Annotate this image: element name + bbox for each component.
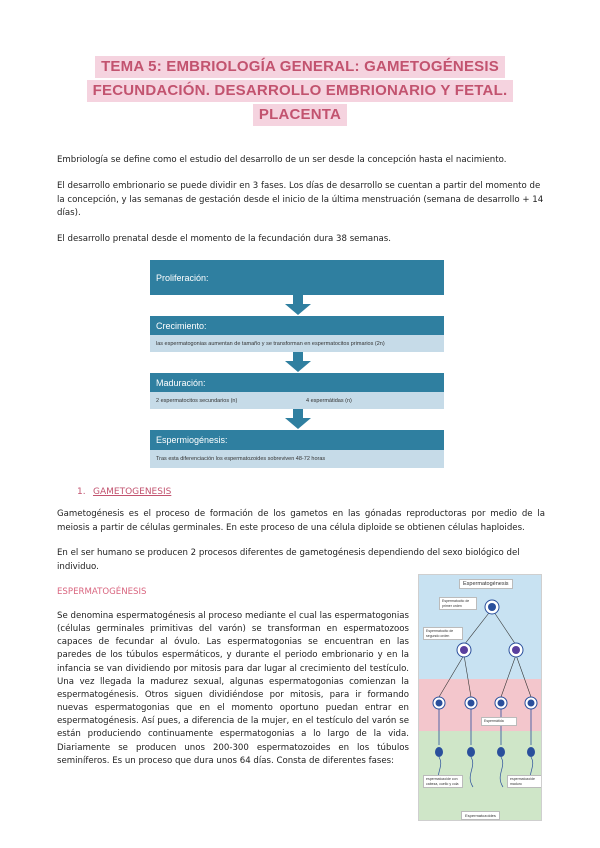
figure-label-right-bottom: espermatozoide maduro — [507, 775, 542, 788]
phase-maturation — [150, 373, 444, 392]
figure-bottom-label: Espermatozoides — [461, 811, 500, 820]
section-heading-gametogenesis — [77, 487, 171, 497]
gametogenesis-paragraph-1: Gametogénesis es el proceso de formación de los gametos en las gónadas reproductoras por medio de la meiosis a partir de células germinales. En este proceso de una célula diploide se obtienen células haploides. — [57, 509, 545, 533]
phase-proliferation-label: Proliferación: — [156, 272, 209, 283]
spermatogenesis-phases-diagram — [150, 260, 444, 468]
figure-label-spermatid: Espermátida — [481, 717, 517, 726]
intro-paragraph-3: El desarrollo prenatal desde el momento de la fecundación dura 38 semanas. — [57, 234, 392, 244]
figure-title: Espermatogénesis — [459, 579, 513, 589]
down-arrow-icon — [285, 409, 311, 429]
figure-label-secondary: Espermatocito de segundo orden — [423, 627, 463, 640]
phase-maturation-detail-left: 2 espermatocitos secundarios (n) — [156, 397, 238, 404]
down-arrow-icon — [285, 295, 311, 315]
phase-proliferation — [150, 260, 444, 295]
cell-icon — [433, 600, 537, 709]
intro-paragraph-1: Embriología se define como el estudio del desarrollo de un ser desde la concepción hasta el nacimiento. — [57, 155, 507, 165]
title-line-2: FECUNDACIÓN. DESARROLLO EMBRIONARIO Y FETAL. — [87, 80, 514, 102]
title-line-1: TEMA 5: EMBRIOLOGÍA GENERAL: GAMETOGÉNESIS — [95, 56, 505, 78]
subsection-heading-spermatogenesis: ESPERMATOGÉNESIS — [57, 587, 147, 597]
phase-spermiogenesis-label: Espermiogénesis: — [156, 435, 228, 445]
phase-growth-detail-text: las espermatogonias aumentan de tamaño y se transforman en espermatocitos primarios (2n) — [156, 340, 385, 347]
title-line-3: PLACENTA — [253, 104, 347, 126]
figure-label-left-bottom: espermatozoide con cabeza, cuello y cola — [423, 775, 463, 788]
down-arrow-icon — [285, 352, 311, 372]
phase-growth-label: Crecimiento: — [156, 320, 207, 331]
phase-spermiogenesis-detail-text: Tras esta diferenciación los espermatozoides sobreviven 48-72 horas — [156, 456, 326, 462]
phase-maturation-detail — [150, 392, 444, 409]
spermatogenesis-body: Se denomina espermatogénesis al proceso mediante el cual las espermatogonias (células germinales primitivas del varón) se transforman en espermatozoos capaces de fecundar al óvulo. Las espermatogonias se encuentran en las paredes de los túbulos espermáticos, y durante el periodo embrionario y en la infancia se van dividiendo por mitosis para dar lugar al crecimiento del testículo. Una vez llegada la madurez sexual, algunas espermatogonias comienzan la espermatogénesis. Otros siguen dividiéndose por mitosis, para ir formando nuevas espermatogonias que en el momento oportuno puedan entrar en espermatogénesis. Así pues, a diferencia de la mujer, en el testículo del varón se están produciendo continuamente espermatogonias a lo largo de la vida. Diariamente se producen unos 200-300 espermatozoides en los túbulos seminíferos. Es un proceso que dura unos 64 días. Consta de diferentes fases: — [57, 611, 409, 766]
intro-paragraph-2: El desarrollo embrionario se puede dividir en 3 fases. Los días de desarrollo se cuentan a partir del momento de la concepción, y las semanas de gestación desde el inicio de la última menstruación (semana de desarrollo + 14 días). — [57, 181, 544, 219]
phase-growth — [150, 316, 444, 335]
section-number: 1. — [77, 487, 86, 497]
document-title — [40, 56, 560, 126]
phase-maturation-detail-right: 4 espermátidas (n) — [306, 397, 352, 404]
phase-spermiogenesis — [150, 430, 444, 450]
figure-label-primary: Espermatocito de primer orden — [439, 597, 477, 610]
phase-maturation-label: Maduración: — [156, 377, 206, 388]
spermatogenesis-figure — [418, 574, 542, 821]
spermatid-icon — [435, 747, 535, 757]
gametogenesis-paragraph-2: En el ser humano se producen 2 procesos diferentes de gametogénesis dependiendo del sexo biológico del individuo. — [57, 548, 520, 572]
section-title: GAMETOGENESIS — [93, 487, 172, 497]
phase-spermiogenesis-detail — [150, 450, 444, 468]
phase-growth-detail — [150, 335, 444, 352]
